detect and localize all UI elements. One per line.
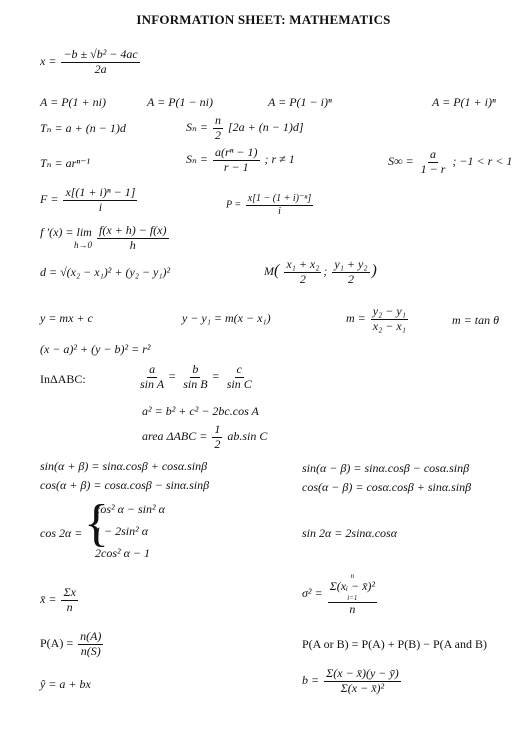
area-den: 2 xyxy=(214,436,221,451)
sine-c-num: c xyxy=(236,362,242,376)
geometric-sum-den: r − 1 xyxy=(223,159,249,174)
sine-a-num: a xyxy=(149,362,156,376)
midpoint-y-den: 2 xyxy=(347,271,354,286)
mean-num: Σx xyxy=(63,585,76,599)
variance-formula xyxy=(302,572,379,617)
mean-den: n xyxy=(66,599,73,614)
gradient-den: x₂ − x₁ xyxy=(372,318,406,333)
probability-num: n(A) xyxy=(80,629,102,643)
triangle-label: InΔABC: xyxy=(40,372,86,386)
arithmetic-sum-lhs: Sₙ = xyxy=(186,120,208,135)
page-title: INFORMATION SHEET: MATHEMATICS xyxy=(136,12,391,27)
geometric-inf-den: 1 − r xyxy=(420,161,446,176)
simple-decay: A = P(1 − ni) xyxy=(147,95,213,109)
sin-diff-identity: sin(α − β) = sinα.cosβ − cosα.sinβ xyxy=(302,461,470,475)
future-num: x[(1 + i)ⁿ − 1] xyxy=(65,185,136,199)
cos-double-lhs: cos 2α = xyxy=(40,526,83,540)
derivative-limit: h→0 xyxy=(74,240,92,251)
quadratic-formula xyxy=(40,48,142,77)
cos-double-option-1: cos² α − sin² α xyxy=(95,502,165,516)
arithmetic-sum-rhs: [2a + (n − 1)d] xyxy=(227,120,304,135)
midpoint-lhs: M xyxy=(264,264,274,279)
midpoint-x-den: 2 xyxy=(299,271,306,286)
probability-lhs: P(A) = xyxy=(40,636,74,651)
future-value xyxy=(40,186,139,215)
area-lhs: area ΔABC = xyxy=(142,429,208,444)
cos-double-brace: { xyxy=(84,495,109,552)
geometric-sum-num: a(rⁿ − 1) xyxy=(214,145,258,159)
regression-slope-num: Σ(x − x̄)(y − ȳ) xyxy=(326,666,399,680)
gradient-num: y₂ − y₁ xyxy=(372,304,406,318)
present-value xyxy=(226,193,315,217)
arithmetic-sum-den: 2 xyxy=(214,127,221,142)
sine-rule: $\frac{a}{\text{sin A}}$ = $\frac{b}{\text{sin B}}$ = $\frac{c}{\text{sin C}}$ xyxy=(140,362,252,391)
quadratic-numerator: −b ± √b² − 4ac xyxy=(63,47,138,61)
sin-sum-identity: sin(α + β) = sinα.cosβ + cosα.sinβ xyxy=(40,459,208,473)
cos-sum-identity: cos(α + β) = cosα.cosβ − sinα.sinβ xyxy=(40,478,210,492)
cos-double-option-2: 1 − 2sin² α xyxy=(95,524,148,538)
midpoint-x-num: x₁ + x₂ xyxy=(286,257,320,271)
variance-num: Σ(xᵢ − x̄)² xyxy=(329,579,375,594)
arithmetic-sum-num: n xyxy=(214,113,221,127)
geometric-sum xyxy=(186,146,295,175)
sine-a-den: sin A xyxy=(140,376,165,391)
geometric-sum-lhs: Sₙ = xyxy=(186,152,208,167)
sin-double-identity: sin 2α = 2sinα.cosα xyxy=(302,526,397,540)
regression-slope xyxy=(302,667,403,696)
sine-b-den: sin B xyxy=(183,376,208,391)
straight-line: y = mx + c xyxy=(40,311,93,325)
distance-formula: d = √(x₂ − x₁)² + (y₂ − y₁)² xyxy=(40,265,171,279)
compound-decay: A = P(1 − i)ⁿ xyxy=(268,95,332,109)
point-slope: y − y₁ = m(x − x₁) xyxy=(182,311,271,325)
geometric-inf-condition: ; −1 < r < 1 xyxy=(452,154,513,169)
cosine-rule: a² = b² + c² − 2bc.cos A xyxy=(142,404,259,418)
simple-interest: A = P(1 + ni) xyxy=(40,95,106,109)
sine-c-den: sin C xyxy=(226,376,252,391)
geometric-inf-num: a xyxy=(430,147,437,161)
cos-diff-identity: cos(α − β) = cosα.cosβ + sinα.sinβ xyxy=(302,480,472,494)
arithmetic-term: Tₙ = a + (n − 1)d xyxy=(40,121,126,135)
mean-formula xyxy=(40,586,80,615)
variance-lhs: σ² = xyxy=(302,586,323,601)
future-den: i xyxy=(98,199,103,214)
present-num: x[1 − (1 + i)⁻ⁿ] xyxy=(247,193,312,204)
area-num: 1 xyxy=(214,422,221,436)
midpoint-formula: M( $\frac{\text{x₁ + x₂}}{2}$ ; $\frac{\text{y₁ + y₂}}{2}$ ) xyxy=(264,257,377,286)
derivative-den: h xyxy=(129,237,136,252)
compound-interest: A = P(1 + i)ⁿ xyxy=(432,95,496,109)
geometric-sum-condition: ; r ≠ 1 xyxy=(264,152,295,167)
cos-double-option-3: 2cos² α − 1 xyxy=(95,546,150,560)
variance-sum-top: n xyxy=(350,572,355,580)
future-lhs: F = xyxy=(40,192,59,207)
present-den: i xyxy=(278,205,281,217)
sine-b-num: b xyxy=(192,362,199,376)
gradient-lhs: m = xyxy=(346,311,366,326)
quadratic-denominator: 2a xyxy=(94,61,107,76)
regression-slope-den: Σ(x − x̄)² xyxy=(340,680,385,695)
circle-equation: (x − a)² + (y − b)² = r² xyxy=(40,342,151,356)
gradient-tan: m = tan θ xyxy=(452,313,499,327)
arithmetic-sum xyxy=(186,114,304,143)
probability-den: n(S) xyxy=(80,643,101,658)
midpoint-y-num: y₁ + y₂ xyxy=(334,257,368,271)
derivative-definition xyxy=(40,224,171,253)
probability-formula xyxy=(40,630,105,659)
geometric-term: Tₙ = arⁿ⁻¹ xyxy=(40,156,91,170)
geometric-infinite-sum xyxy=(388,148,512,177)
derivative-lhs: f ′(x) = lim xyxy=(40,225,92,240)
mean-lhs: x̄ = xyxy=(40,592,57,607)
regression-slope-lhs: b = xyxy=(302,673,320,688)
derivative-num: f(x + h) − f(x) xyxy=(99,223,167,237)
variance-den: n xyxy=(349,601,356,616)
present-lhs: P = xyxy=(226,199,242,211)
triangle-area xyxy=(142,423,267,452)
variance-sum-bottom: i=1 xyxy=(347,593,358,602)
regression-line: ŷ = a + bx xyxy=(40,677,91,691)
geometric-inf-lhs: S∞ = xyxy=(388,154,414,169)
gradient-formula xyxy=(346,305,410,334)
quadratic-lhs: x = xyxy=(40,54,57,69)
probability-or-rule: P(A or B) = P(A) + P(B) − P(A and B) xyxy=(302,637,487,651)
midpoint-separator: ; xyxy=(323,264,328,279)
area-rhs: ab.sin C xyxy=(227,429,268,444)
